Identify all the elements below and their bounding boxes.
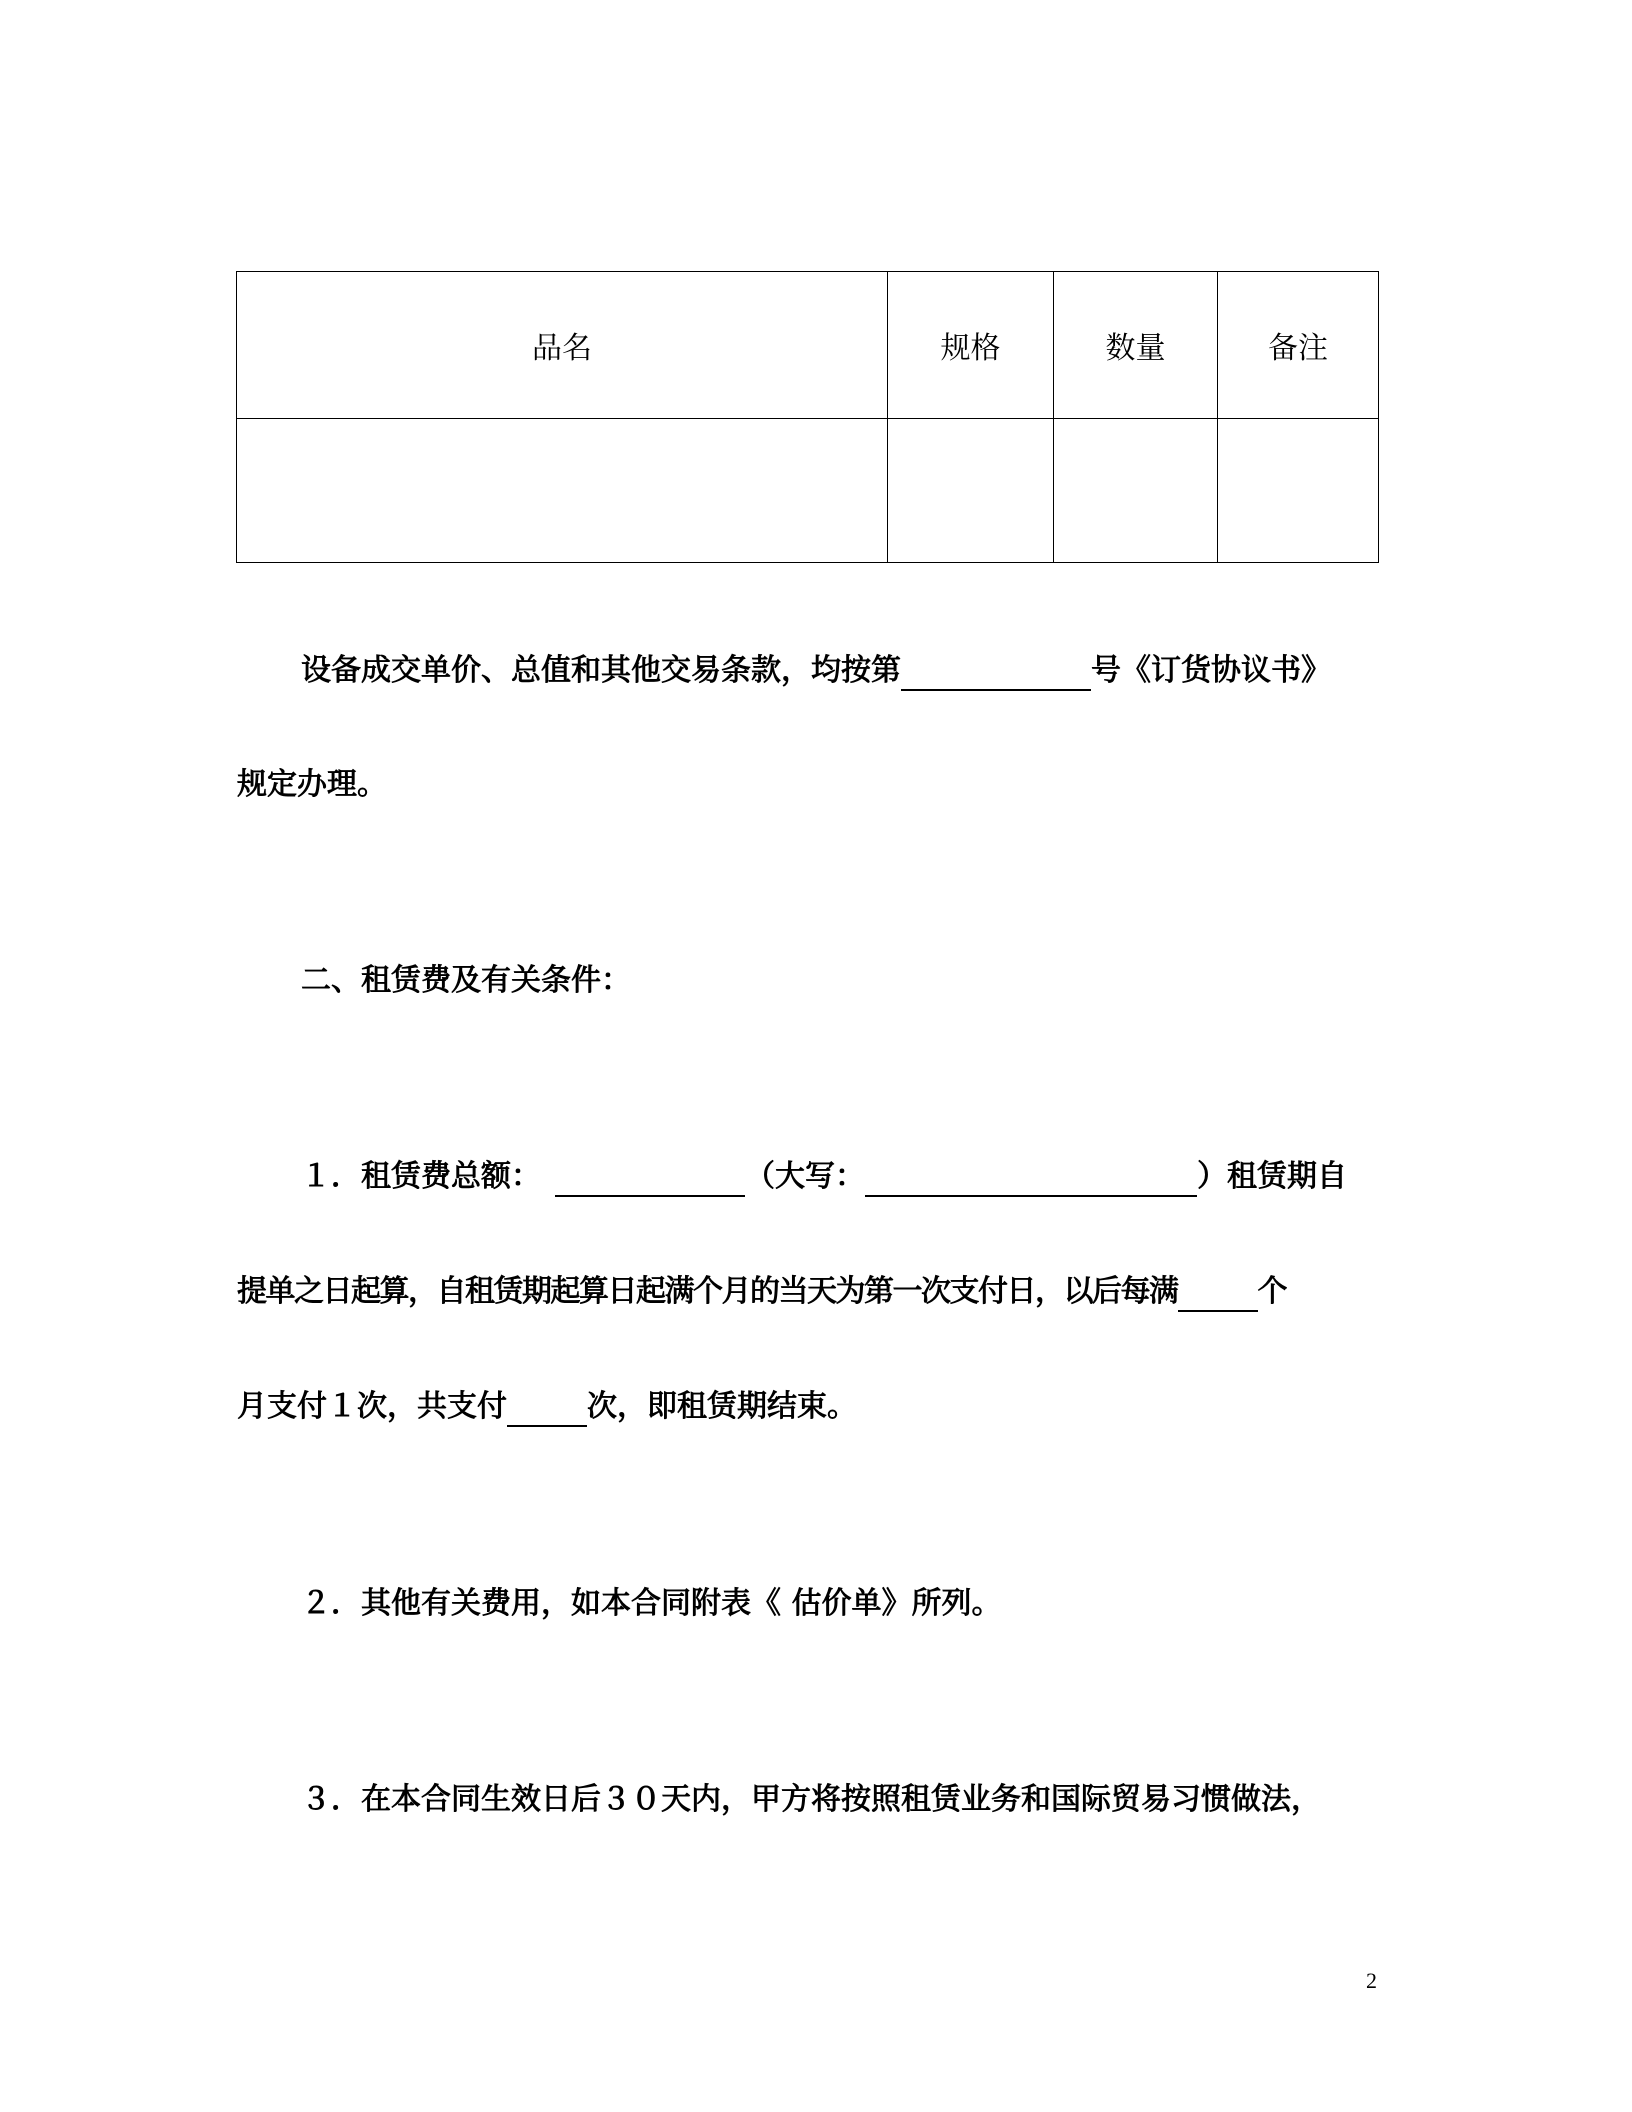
header-quantity: 数量: [1054, 272, 1218, 419]
section2-heading: 二、租赁费及有关条件：: [301, 963, 631, 998]
page-number: 2: [1366, 1968, 1377, 1993]
item1-line2: [237, 1272, 1286, 1312]
text: ）租赁期自: [1197, 1159, 1347, 1194]
header-remarks: 备注: [1218, 272, 1379, 419]
months-interval-blank[interactable]: [1178, 1274, 1258, 1312]
header-product-name: 品名: [237, 272, 888, 419]
table-row: [237, 419, 1379, 563]
item1-line1: [301, 1157, 1347, 1197]
table-header-row: [237, 272, 1379, 419]
item1-line3: [237, 1387, 857, 1427]
cell[interactable]: [237, 419, 888, 563]
para1-line1: [301, 651, 1331, 691]
equipment-table: [236, 271, 1379, 563]
amount-in-words-blank[interactable]: [865, 1159, 1197, 1197]
text: 次，即租赁期结束。: [587, 1389, 857, 1424]
text: １．租赁费总额：: [301, 1159, 541, 1194]
para1-line2: 规定办理。: [237, 767, 387, 802]
cell[interactable]: [1218, 419, 1379, 563]
total-rent-blank[interactable]: [555, 1159, 745, 1197]
text: （大写：: [745, 1159, 865, 1194]
item3: ３．在本合同生效日后３０天内，甲方将按照租赁业务和国际贸易习惯做法，: [301, 1782, 1321, 1817]
text: 月支付１次，共支付: [237, 1389, 507, 1424]
header-spec: 规格: [888, 272, 1054, 419]
order-number-blank[interactable]: [901, 653, 1091, 691]
item2: ２．其他有关费用，如本合同附表《 估价单》所列。: [301, 1586, 1002, 1621]
text: 号《订货协议书》: [1091, 653, 1331, 688]
text: 提单之日起算，自租赁期起算日起满个月的当天为第一次支付日，以后每满: [237, 1274, 1178, 1309]
text: 个: [1257, 1274, 1286, 1309]
cell[interactable]: [888, 419, 1054, 563]
payment-count-blank[interactable]: [507, 1389, 587, 1427]
cell[interactable]: [1054, 419, 1218, 563]
text: 设备成交单价、总值和其他交易条款，均按第: [301, 653, 901, 688]
